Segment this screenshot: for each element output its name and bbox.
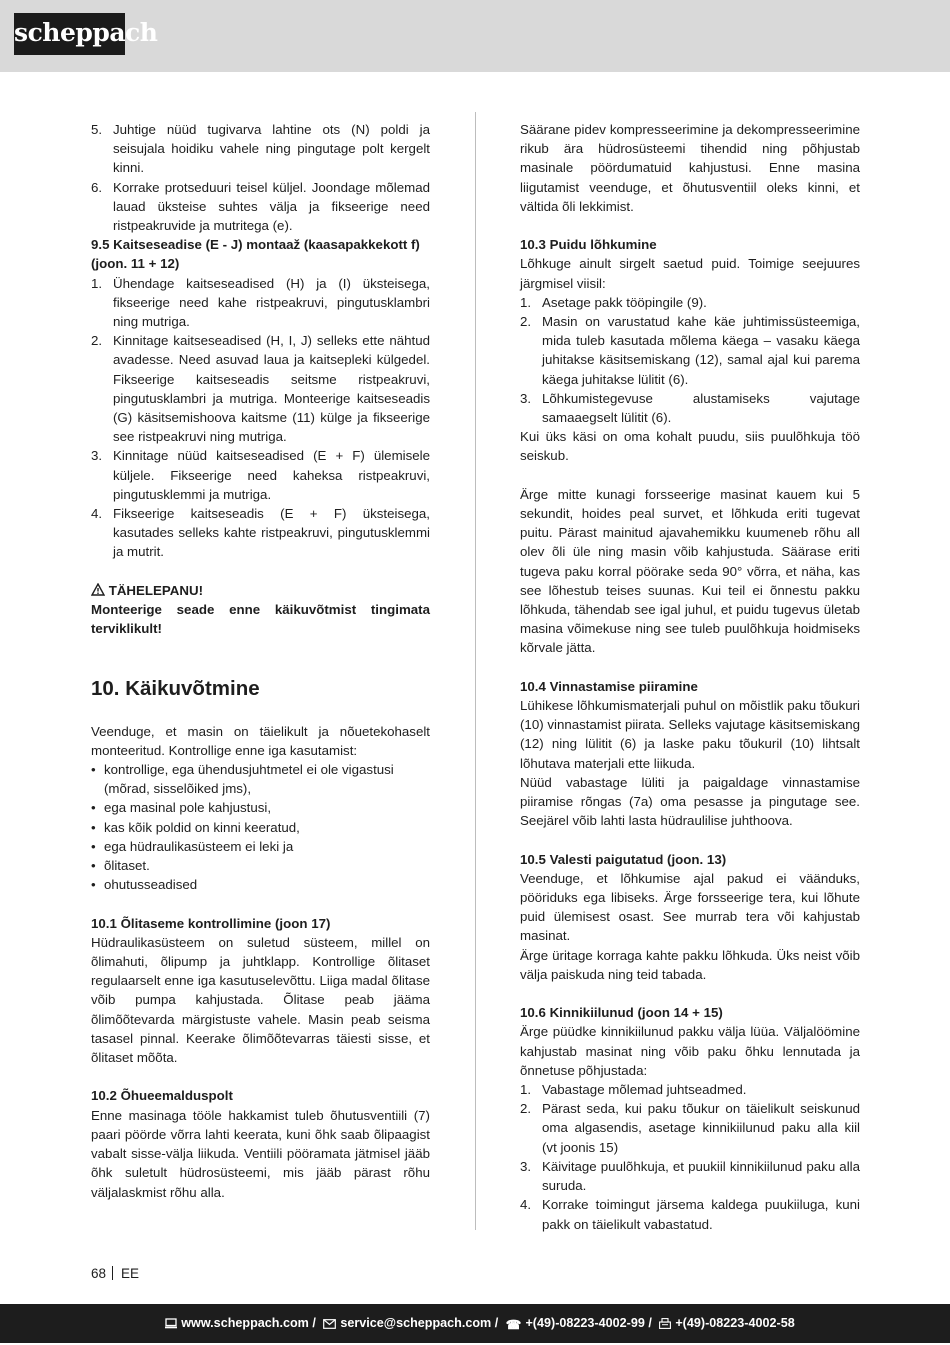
footer-website[interactable]: www.scheppach.com / xyxy=(181,1316,316,1330)
list-item xyxy=(520,293,860,312)
item-text: Juhtige nüüd tugivarva lahtine ots (N) poldi ja seisujala hoidiku vahele ning pingutage polt kergelt kinni. xyxy=(113,122,430,176)
item-number: 1. xyxy=(520,1082,532,1098)
item-number: 3. xyxy=(520,390,532,406)
page-number-area xyxy=(91,1266,139,1281)
list-item xyxy=(91,274,430,332)
list-item xyxy=(91,504,430,562)
bullet-item: • ega hüdraulikasüsteem ei leki ja xyxy=(91,838,294,854)
bullet-text: kontrollige, ega ühendusjuhtmetel ei ole vigastusi (mõrad, sisselõiked jms), xyxy=(104,762,394,797)
bullet-text: ega masinal pole kahjustusi, xyxy=(104,800,272,816)
section-10-3-after: Kui üks käsi on oma kohalt puudu, siis puulõhkuja töö seiskub. xyxy=(520,429,860,464)
section-title-10: 10. Käikuvõtmine xyxy=(91,677,260,701)
item-number: 1. xyxy=(91,275,103,291)
section-10-5-text-1: Veenduge, et lõhkumise ajal pakud ei väänduks, pööriduks ega libiseks. Ärge forsseerige tera, kui lõhute puid ülemisest osast. See murrab tera või kahjustab masinat. xyxy=(520,870,860,944)
bullet-text: ega hüdraulikasüsteem ei leki ja xyxy=(104,838,294,854)
bullet-item: • kas kõik poldid on kinni keeratud, xyxy=(91,819,300,835)
section-10-5-text-2: Ärge üritage korraga kahte pakku lõhkuda. Üks neist võib välja paiskuda ning teid tabada. xyxy=(520,947,860,982)
item-number: 4. xyxy=(520,1197,532,1213)
bullet-item: • õlitaset. xyxy=(91,858,150,874)
list-item xyxy=(520,1157,860,1195)
item-number: 2. xyxy=(520,314,532,330)
language-code: EE xyxy=(121,1266,140,1281)
item-text: Korrake protseduuri teisel küljel. Joondage mõlemad lauad üksteise suhtes välja ja fikseerige need ristpeakruvide ja mutritega (e). xyxy=(113,179,430,234)
item-text: Fikseerige kaitseseadis (E + F) üksteisega, kasutades selleks kahte ristpeakruvi, pingutusklemmi ja mutrit. xyxy=(113,506,430,560)
item-text: Asetage pakk tööpingile (9). xyxy=(542,294,707,310)
item-number: 4. xyxy=(91,506,103,522)
column-divider xyxy=(475,112,476,1230)
list-item xyxy=(520,1099,860,1157)
section-10-2-text: Enne masinaga tööle hakkamist tuleb õhutusventiili (7) paari pöörde võrra lahti keerata, kuni õhk saab õlipaagist vabalt sisse-välja liikuda. Ventiili pööramata jätmisel jääb õhk suletult hüdrosüsteemi, mis jääb pärast rõhu väljalaskmist rõhu alla. xyxy=(91,1107,430,1200)
list-item xyxy=(520,389,860,427)
item-text: Kinnitage kaitseseadised (H, I, J) selleks ette nähtud avadesse. Need asuvad laua ja kaitsepleki külgedel. Fikseerige kaitseseadis seitsme ristpeakruvi, pingutusklambri ja mutriga. Monteerige kaitseseadis (G) käsitsemishoova kaitsme (11) külge ja fikseerige see ristpeakruvi ning mutriga. xyxy=(113,333,430,445)
section-heading-10-2: 10.2 Õhueemalduspolt xyxy=(91,1088,233,1104)
warning-heading xyxy=(91,581,430,600)
list-item xyxy=(520,1195,860,1233)
bullet-text: õlitaset. xyxy=(104,858,150,874)
item-number: 2. xyxy=(520,1101,532,1117)
list-item xyxy=(520,312,860,389)
list-item xyxy=(520,1080,860,1099)
continued-text: Säärane pidev kompresseerimine ja dekompresseerimine rikub ära hüdrosüsteemi tihendid ning põhjustab masinale pöördumatuid kahjustusi. Enne masina liigutamist veenduge, et õhutusventiil oleks kinni, et vältida õli lekkimist. xyxy=(520,122,860,214)
list-item xyxy=(91,120,430,178)
warning-icon xyxy=(91,583,105,596)
section-heading-10-3: 10.3 Puidu lõhkumine xyxy=(520,237,657,253)
section-heading-10-1: 10.1 Õlitaseme kontrollimine (joon 17) xyxy=(91,915,331,931)
item-text: Masin on varustatud kahe käe juhtimissüsteemiga, mida tuleb kasutada mõlema käega – vasaku käega juhitakse käsitsemiskang (12), samal ajal kui parema käega juhitakse lülitit (6). xyxy=(542,314,860,387)
section-10-4-text-1: Lühikese lõhkumismaterjali puhul on mõistlik paku tõukuri (10) vinnastamist piirata. Selleks vajutage käsitsemiskang (12) ning lülitit (6) ja laske paku tõukuril (10) lihtsalt lõhutava materjali ette liikuda. xyxy=(520,698,860,771)
footer-fax: +(49)-08223-4002-58 xyxy=(675,1316,795,1330)
page-header xyxy=(0,0,950,72)
section-heading-9-5: 9.5 Kaitseseadise (E - J) montaaž (kaasapakkekott f) (joon. 11 + 12) xyxy=(91,237,420,272)
fax-icon xyxy=(659,1318,671,1329)
bullet-item: • ohutusseadised xyxy=(91,877,198,893)
bullet-item: • kontrollige, ega ühendusjuhtmetel ei ole vigastusi (mõrad, sisselõiked jms), xyxy=(91,762,394,797)
left-column xyxy=(91,120,430,1202)
item-number: 3. xyxy=(520,1158,532,1174)
item-text: Lõhkumistegevuse alustamiseks vajutage samaaegselt lülitit (6). xyxy=(542,390,860,426)
bullet-text: ohutusseadised xyxy=(104,877,198,893)
item-text: Käivitage puulõhkuja, et puukiil kinnikiilunud paku alla suruda. xyxy=(542,1158,860,1194)
item-number: 2. xyxy=(91,333,103,349)
item-text: Pärast seda, kui paku tõukur on täielikult seiskunud oma algasendis, asetage kinnikiilunud paku alla kiil (vt joonis 15) xyxy=(542,1101,860,1155)
item-text: Kinnitage nüüd kaitseseadised (E + F) ülemisele küljele. Fikseerige need kaheksa ristpeakruvi, pingutusklemmi ja mutriga. xyxy=(113,448,430,502)
item-number: 6. xyxy=(91,179,103,195)
bullet-item: • ega masinal pole kahjustusi, xyxy=(91,800,272,816)
phone-icon: ☎ xyxy=(505,1318,522,1332)
page-footer xyxy=(0,1304,950,1343)
page-number: 68 xyxy=(91,1266,107,1281)
item-number: 5. xyxy=(91,122,103,137)
item-number: 1. xyxy=(520,294,532,310)
bullet-text: kas kõik poldid on kinni keeratud, xyxy=(104,819,300,835)
item-number: 3. xyxy=(91,448,103,464)
section-10-3-para: Ärge mitte kunagi forsseerige masinat kauem kui 5 sekundit, hoides peal survet, et lõhkuda eriti tugevat puitu. Pärast mainitud ajavahemikku kuumeneb rõhu all olev õli üle ning masin võib kahjustuda. Säärase eriti tugeva paku korral pöörake seda 90° võrra, et näha, kas see lõhestub teises suunas. Kui teil ei õnnestu pakku lõhkuda, tähendab see igal juhul, et puidu tugevus ületab masina võimekuse ning see tuleb puulõhkuja hoidmiseks kõrvale jätta. xyxy=(520,486,860,656)
item-text: Korrake toimingut järsema kaldega puukiiluga, kuni pakk on täielikult vabastatud. xyxy=(542,1197,860,1232)
brand-logo: scheppach xyxy=(14,13,125,55)
section-10-6-intro: Ärge püüdke kinnikiilunud pakku välja lüüa. Väljalöömine kahjustab masinat ning võib paku õhku lennutada ja õnnetuse põhjustada: xyxy=(520,1024,860,1078)
list-item xyxy=(91,446,430,504)
section-heading-10-6: 10.6 Kinnikiilunud (joon 14 + 15) xyxy=(520,1005,723,1021)
list-item xyxy=(91,178,430,236)
footer-email[interactable]: service@scheppach.com / xyxy=(340,1316,499,1330)
computer-icon xyxy=(165,1318,177,1329)
section-heading-10-4: 10.4 Vinnastamise piiramine xyxy=(520,678,698,694)
section-10-intro: Veenduge, et masin on täielikult ja nõuetekohaselt monteeritud. Kontrollige enne iga kasutamist: xyxy=(91,723,430,758)
section-heading-10-5: 10.5 Valesti paigutatud (joon. 13) xyxy=(520,851,727,867)
warning-title: TÄHELEPANU! xyxy=(108,582,204,598)
section-10-4-text-2: Nüüd vabastage lüliti ja paigaldage vinnastamise piiramise rõngas (7a) oma pesasse ja pingutage see. Seejärel võib lahti lasta hüdraulilise juhthoova. xyxy=(520,774,860,829)
warning-text: Monteerige seade enne käikuvõtmist tingimata terviklikult! xyxy=(91,602,430,637)
section-10-3-intro: Lõhkuge ainult sirgelt saetud puid. Toimige seejuures järgmisel viisil: xyxy=(520,256,860,291)
item-text: Vabastage mõlemad juhtseadmed. xyxy=(542,1082,747,1098)
item-text: Ühendage kaitseseadised (H) ja (I) üksteisega, fikseerige need kahe ristpeakruvi, pingutusklambri ning mutriga. xyxy=(113,275,430,330)
right-column xyxy=(520,120,860,1234)
footer-phone: +(49)-08223-4002-99 / xyxy=(525,1316,652,1330)
list-item xyxy=(91,331,430,446)
email-icon xyxy=(323,1319,336,1329)
section-10-1-text: Hüdraulikasüsteem on suletud süsteem, millel on õlimahuti, õlipump ja juhtklapp. Kontrollige õlitaset regulaarselt enne iga kasutuselevõttu. Liiga madal õlitase võib pumpa kahjustada. Õlitase peab jääma õlimõõtevarda märgistuste vahele. Masin peab seisma tasasel pinnal. Keerake õlimõõtevarras täiesti sisse, et õlitaset mõõta. xyxy=(91,934,430,1066)
